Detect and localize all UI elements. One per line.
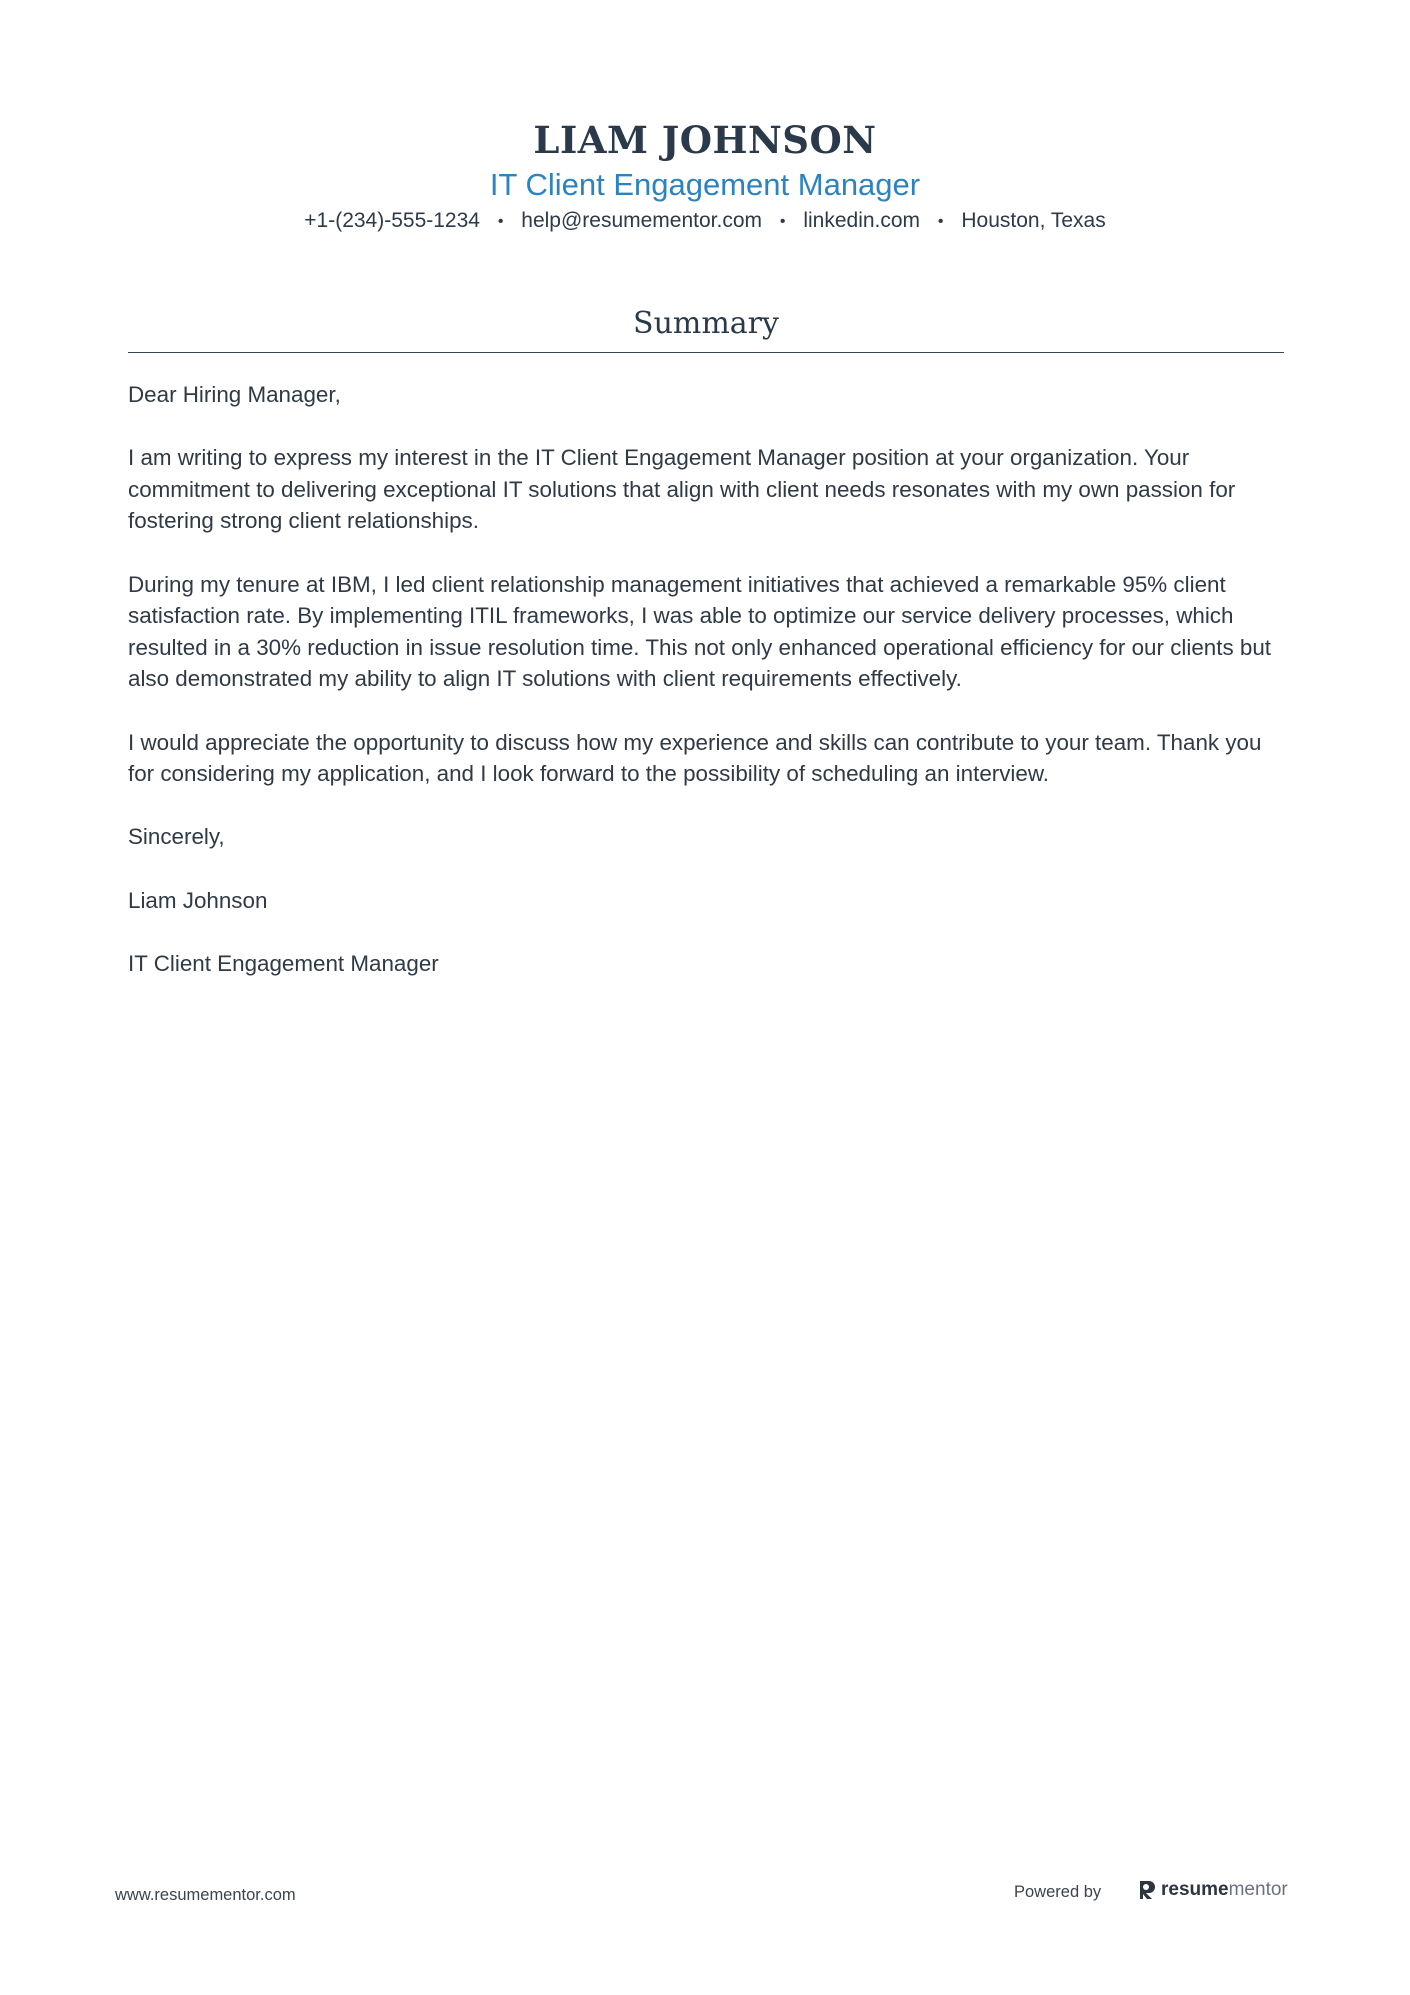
bullet-separator: • [779, 213, 786, 230]
letter-body [128, 379, 1288, 1011]
applicant-name: LIAM JOHNSON [533, 118, 877, 162]
section-divider [128, 352, 1284, 353]
powered-by-label: Powered by [1014, 1883, 1102, 1901]
letter-header [0, 112, 1410, 236]
contact-line [0, 207, 1410, 236]
resumementor-logo-icon [1137, 1879, 1157, 1901]
contact-phone: +1-(234)-555-1234 [304, 209, 480, 232]
signature-name: Liam Johnson [128, 887, 268, 913]
brand-name-bold: resume [1161, 1879, 1229, 1900]
section-title: Summary [633, 306, 779, 341]
contact-location: Houston, Texas [961, 209, 1106, 232]
bullet-separator: • [497, 213, 504, 230]
footer-website-link[interactable]: www.resumementor.com [115, 1886, 296, 1904]
applicant-title: IT Client Engagement Manager [489, 167, 921, 202]
letter-paragraph: I would appreciate the opportunity to discuss how my experience and skills can contribute to your team. Thank you for considering my application, and I look forward to the possibility of scheduling an interview. [128, 729, 1262, 787]
letter-paragraph: I am writing to express my interest in the IT Client Engagement Manager position at your organization. Your commitment to delivering exceptional IT solutions that align with client needs resonates with my own passion for fostering strong client relationships. [128, 445, 1236, 534]
bullet-separator: • [937, 213, 944, 230]
brand-name-light: mentor [1228, 1879, 1288, 1900]
letter-closing: Sincerely, [128, 824, 225, 850]
letter-paragraph: During my tenure at IBM, I led client relationship management initiatives that achieved a remarkable 95% client satisfaction rate. By implementing ITIL frameworks, I was able to optimize our service delivery processes, which resulted in a 30% reduction in issue resolution time. This not only enhanced operational efficiency for our clients but also demonstrated my ability to align IT solutions with client requirements effectively. [128, 571, 1272, 692]
letter-greeting: Dear Hiring Manager, [128, 382, 341, 407]
contact-email[interactable]: help@resumementor.com [521, 209, 763, 232]
signature-title: IT Client Engagement Manager [128, 950, 439, 976]
brand-logo[interactable] [1137, 1879, 1288, 1901]
contact-linkedin[interactable]: linkedin.com [803, 209, 921, 232]
